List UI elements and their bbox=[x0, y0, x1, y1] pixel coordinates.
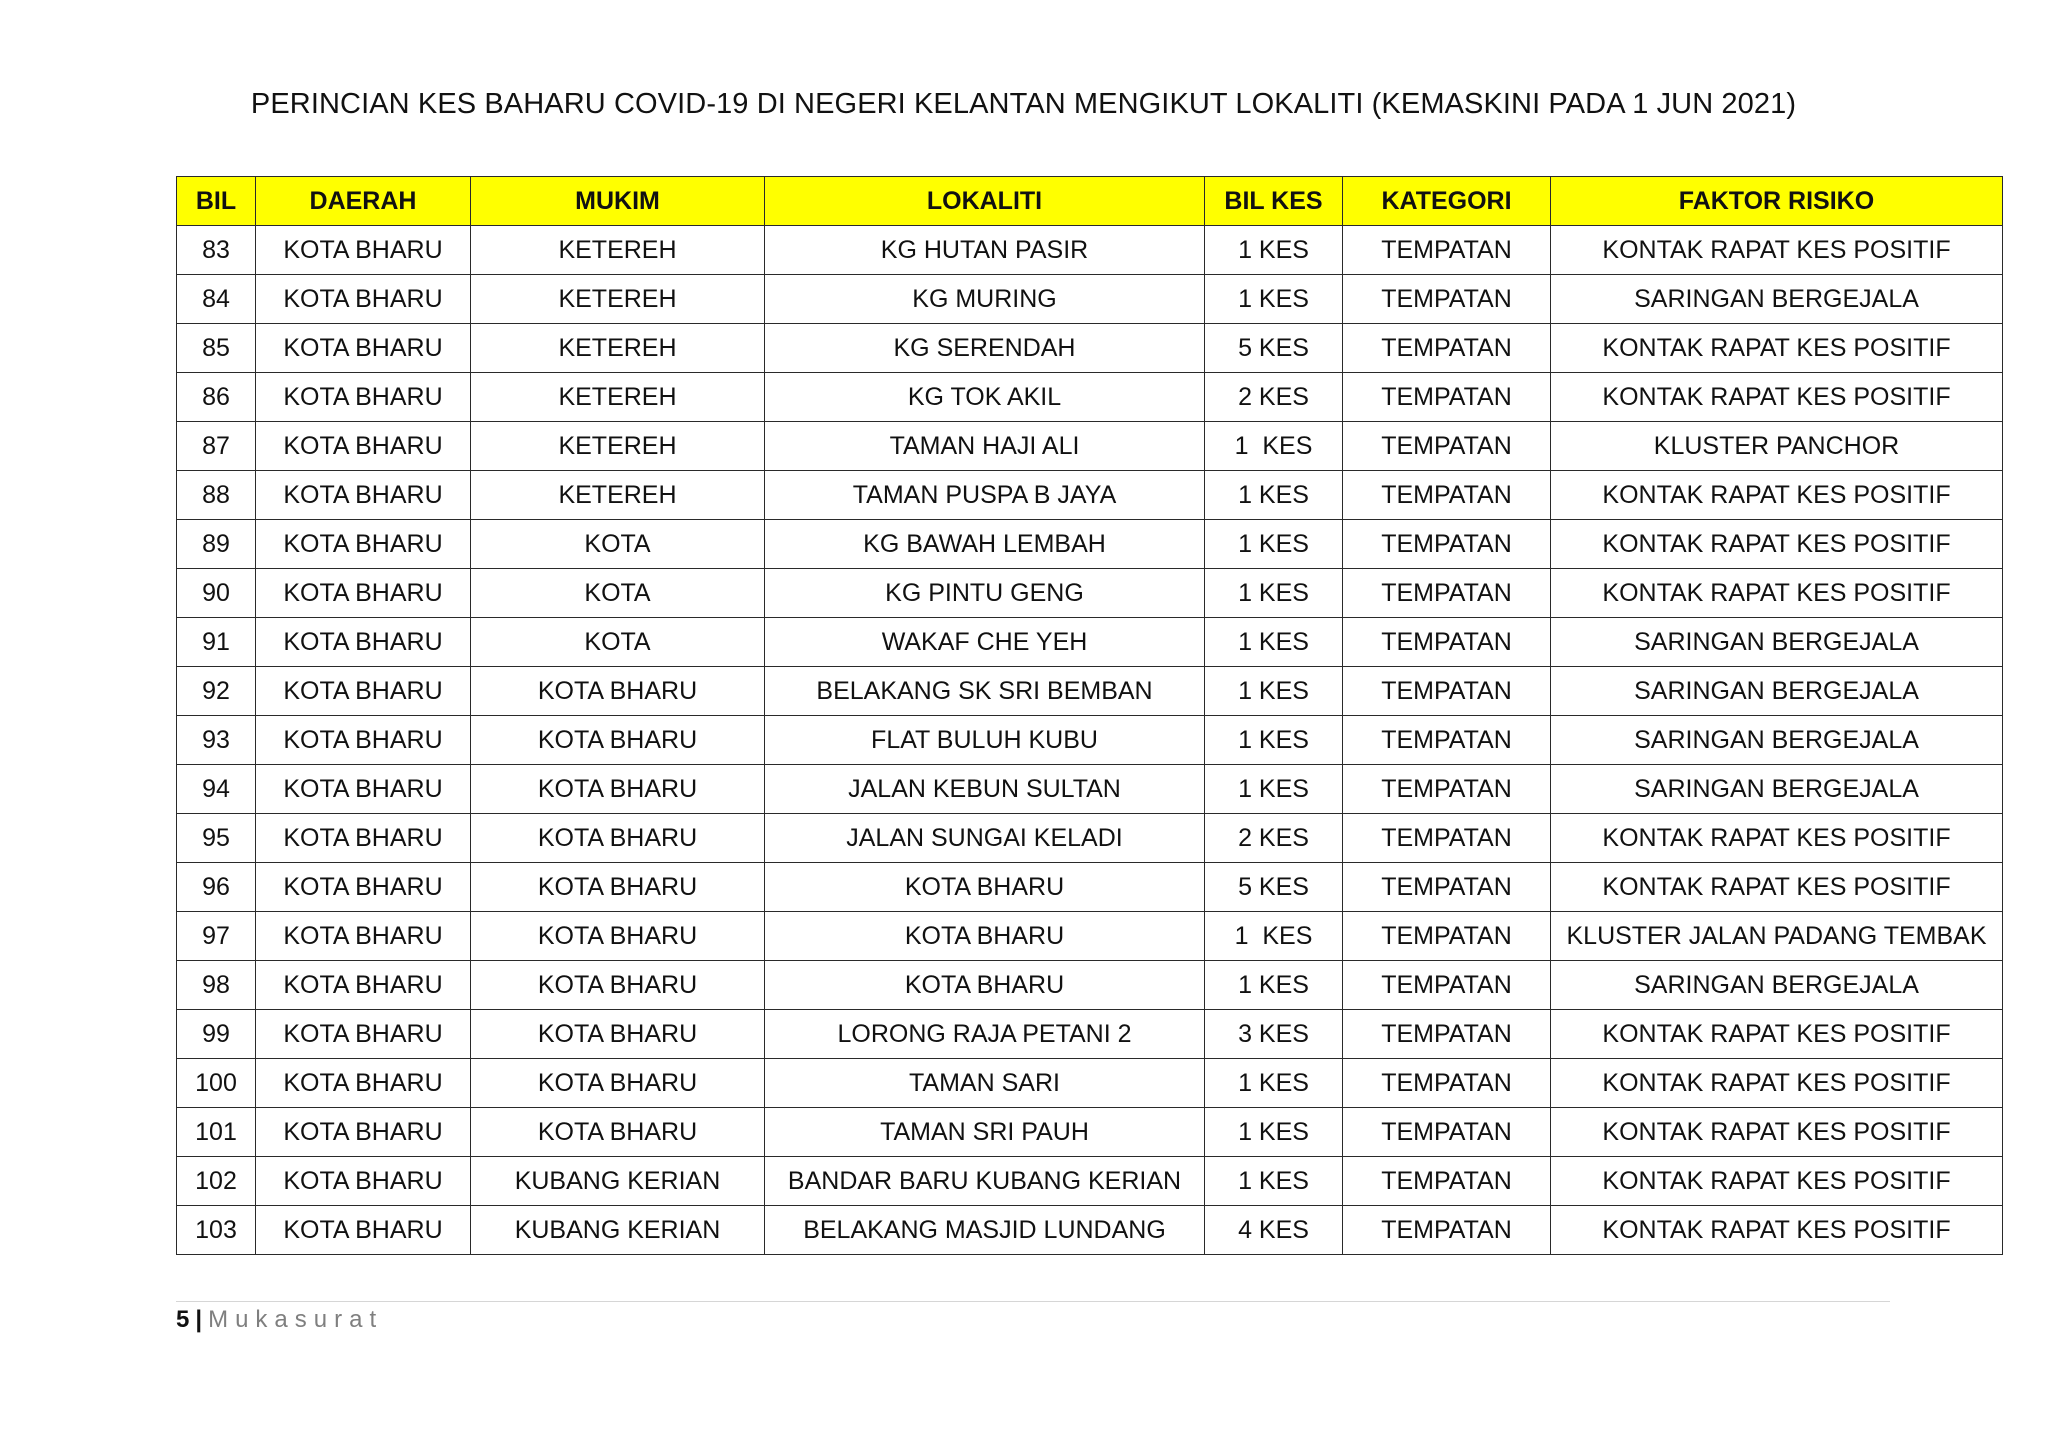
table-row bbox=[177, 961, 2003, 1010]
cell-kategori: TEMPATAN bbox=[1343, 520, 1551, 569]
cell-bil: 91 bbox=[177, 618, 256, 667]
header-bil-kes: BIL KES bbox=[1205, 177, 1343, 226]
cell-lokaliti: LORONG RAJA PETANI 2 bbox=[765, 1010, 1205, 1059]
cell-bil: 95 bbox=[177, 814, 256, 863]
cell-kategori: TEMPATAN bbox=[1343, 961, 1551, 1010]
cell-faktor-risiko: KONTAK RAPAT KES POSITIF bbox=[1551, 471, 2003, 520]
table-row bbox=[177, 863, 2003, 912]
table-row bbox=[177, 667, 2003, 716]
cell-faktor-risiko: SARINGAN BERGEJALA bbox=[1551, 618, 2003, 667]
cell-bil: 84 bbox=[177, 275, 256, 324]
cell-kategori: TEMPATAN bbox=[1343, 1108, 1551, 1157]
cell-bil-kes: 2 KES bbox=[1205, 814, 1343, 863]
header-daerah: DAERAH bbox=[256, 177, 471, 226]
cell-daerah: KOTA BHARU bbox=[256, 1108, 471, 1157]
cell-lokaliti: KG SERENDAH bbox=[765, 324, 1205, 373]
cell-daerah: KOTA BHARU bbox=[256, 961, 471, 1010]
table-row bbox=[177, 1059, 2003, 1108]
cell-bil-kes: 1 KES bbox=[1205, 667, 1343, 716]
cell-mukim: KOTA BHARU bbox=[471, 765, 765, 814]
cell-kategori: TEMPATAN bbox=[1343, 618, 1551, 667]
cell-daerah: KOTA BHARU bbox=[256, 1010, 471, 1059]
cell-bil: 92 bbox=[177, 667, 256, 716]
table-row bbox=[177, 1206, 2003, 1255]
table-row bbox=[177, 422, 2003, 471]
cell-kategori: TEMPATAN bbox=[1343, 1059, 1551, 1108]
cell-lokaliti: TAMAN SRI PAUH bbox=[765, 1108, 1205, 1157]
cell-faktor-risiko: KONTAK RAPAT KES POSITIF bbox=[1551, 1206, 2003, 1255]
cell-lokaliti: KG HUTAN PASIR bbox=[765, 226, 1205, 275]
cell-bil: 90 bbox=[177, 569, 256, 618]
cell-daerah: KOTA BHARU bbox=[256, 373, 471, 422]
cell-daerah: KOTA BHARU bbox=[256, 1206, 471, 1255]
table-row bbox=[177, 814, 2003, 863]
cell-faktor-risiko: KONTAK RAPAT KES POSITIF bbox=[1551, 520, 2003, 569]
cell-kategori: TEMPATAN bbox=[1343, 814, 1551, 863]
cell-faktor-risiko: KONTAK RAPAT KES POSITIF bbox=[1551, 1157, 2003, 1206]
page-title: PERINCIAN KES BAHARU COVID-19 DI NEGERI KELANTAN MENGIKUT LOKALITI (KEMASKINI PADA 1 JUN 2021) bbox=[250, 88, 1797, 120]
cell-daerah: KOTA BHARU bbox=[256, 1059, 471, 1108]
cell-daerah: KOTA BHARU bbox=[256, 520, 471, 569]
cell-faktor-risiko: SARINGAN BERGEJALA bbox=[1551, 765, 2003, 814]
cell-bil: 88 bbox=[177, 471, 256, 520]
header-lokaliti: LOKALITI bbox=[765, 177, 1205, 226]
cell-mukim: KOTA bbox=[471, 520, 765, 569]
cell-kategori: TEMPATAN bbox=[1343, 863, 1551, 912]
cell-kategori: TEMPATAN bbox=[1343, 1206, 1551, 1255]
cell-bil-kes: 5 KES bbox=[1205, 324, 1343, 373]
cell-mukim: KOTA BHARU bbox=[471, 716, 765, 765]
cell-bil-kes: 1 KES bbox=[1205, 912, 1343, 961]
cell-lokaliti: KOTA BHARU bbox=[765, 863, 1205, 912]
table-row bbox=[177, 716, 2003, 765]
cell-kategori: TEMPATAN bbox=[1343, 324, 1551, 373]
table-row bbox=[177, 765, 2003, 814]
cell-faktor-risiko: SARINGAN BERGEJALA bbox=[1551, 961, 2003, 1010]
cell-bil-kes: 1 KES bbox=[1205, 1157, 1343, 1206]
cell-bil-kes: 1 KES bbox=[1205, 275, 1343, 324]
cell-kategori: TEMPATAN bbox=[1343, 1010, 1551, 1059]
header-faktor-risiko: FAKTOR RISIKO bbox=[1551, 177, 2003, 226]
cell-lokaliti: BELAKANG SK SRI BEMBAN bbox=[765, 667, 1205, 716]
cell-bil-kes: 2 KES bbox=[1205, 373, 1343, 422]
cell-bil: 98 bbox=[177, 961, 256, 1010]
cell-bil-kes: 3 KES bbox=[1205, 1010, 1343, 1059]
cell-faktor-risiko: SARINGAN BERGEJALA bbox=[1551, 716, 2003, 765]
cell-lokaliti: KG TOK AKIL bbox=[765, 373, 1205, 422]
cell-daerah: KOTA BHARU bbox=[256, 618, 471, 667]
table-row bbox=[177, 1157, 2003, 1206]
cell-daerah: KOTA BHARU bbox=[256, 863, 471, 912]
cell-bil-kes: 1 KES bbox=[1205, 1059, 1343, 1108]
cell-mukim: KETEREH bbox=[471, 226, 765, 275]
cell-lokaliti: KG MURING bbox=[765, 275, 1205, 324]
cell-bil: 87 bbox=[177, 422, 256, 471]
table-row bbox=[177, 618, 2003, 667]
table-row bbox=[177, 373, 2003, 422]
cell-daerah: KOTA BHARU bbox=[256, 912, 471, 961]
cell-daerah: KOTA BHARU bbox=[256, 324, 471, 373]
cell-bil: 86 bbox=[177, 373, 256, 422]
cell-bil: 93 bbox=[177, 716, 256, 765]
cell-faktor-risiko: KONTAK RAPAT KES POSITIF bbox=[1551, 1059, 2003, 1108]
cell-kategori: TEMPATAN bbox=[1343, 275, 1551, 324]
cell-mukim: KOTA BHARU bbox=[471, 1010, 765, 1059]
cell-bil: 97 bbox=[177, 912, 256, 961]
cell-faktor-risiko: KONTAK RAPAT KES POSITIF bbox=[1551, 373, 2003, 422]
cell-lokaliti: TAMAN SARI bbox=[765, 1059, 1205, 1108]
cell-daerah: KOTA BHARU bbox=[256, 716, 471, 765]
cell-kategori: TEMPATAN bbox=[1343, 569, 1551, 618]
cell-lokaliti: JALAN SUNGAI KELADI bbox=[765, 814, 1205, 863]
cell-mukim: KETEREH bbox=[471, 324, 765, 373]
cell-bil: 101 bbox=[177, 1108, 256, 1157]
table-row bbox=[177, 1010, 2003, 1059]
footer-separator: | bbox=[195, 1306, 203, 1333]
cell-daerah: KOTA BHARU bbox=[256, 471, 471, 520]
cell-mukim: KOTA bbox=[471, 569, 765, 618]
cell-bil-kes: 5 KES bbox=[1205, 863, 1343, 912]
cell-mukim: KOTA bbox=[471, 618, 765, 667]
cell-bil: 103 bbox=[177, 1206, 256, 1255]
table-row bbox=[177, 471, 2003, 520]
table-header-row bbox=[177, 177, 2003, 226]
page-number: 5 bbox=[176, 1306, 190, 1333]
cell-faktor-risiko: KLUSTER PANCHOR bbox=[1551, 422, 2003, 471]
cell-mukim: KETEREH bbox=[471, 373, 765, 422]
cell-mukim: KOTA BHARU bbox=[471, 912, 765, 961]
cell-mukim: KETEREH bbox=[471, 422, 765, 471]
cell-lokaliti: KOTA BHARU bbox=[765, 961, 1205, 1010]
cell-faktor-risiko: KONTAK RAPAT KES POSITIF bbox=[1551, 569, 2003, 618]
table-row bbox=[177, 324, 2003, 373]
table-row bbox=[177, 912, 2003, 961]
table-row bbox=[177, 226, 2003, 275]
cell-bil: 96 bbox=[177, 863, 256, 912]
cell-lokaliti: FLAT BULUH KUBU bbox=[765, 716, 1205, 765]
cell-daerah: KOTA BHARU bbox=[256, 569, 471, 618]
table-row bbox=[177, 1108, 2003, 1157]
cell-bil-kes: 1 KES bbox=[1205, 961, 1343, 1010]
cell-bil: 99 bbox=[177, 1010, 256, 1059]
cell-mukim: KETEREH bbox=[471, 275, 765, 324]
cell-bil-kes: 1 KES bbox=[1205, 226, 1343, 275]
cell-daerah: KOTA BHARU bbox=[256, 1157, 471, 1206]
cell-lokaliti: KOTA BHARU bbox=[765, 912, 1205, 961]
cell-daerah: KOTA BHARU bbox=[256, 275, 471, 324]
cell-bil-kes: 1 KES bbox=[1205, 618, 1343, 667]
cell-faktor-risiko: KONTAK RAPAT KES POSITIF bbox=[1551, 1108, 2003, 1157]
cell-faktor-risiko: KONTAK RAPAT KES POSITIF bbox=[1551, 814, 2003, 863]
cell-bil: 85 bbox=[177, 324, 256, 373]
cell-kategori: TEMPATAN bbox=[1343, 471, 1551, 520]
cell-kategori: TEMPATAN bbox=[1343, 373, 1551, 422]
cell-kategori: TEMPATAN bbox=[1343, 912, 1551, 961]
cell-kategori: TEMPATAN bbox=[1343, 422, 1551, 471]
cell-kategori: TEMPATAN bbox=[1343, 226, 1551, 275]
cell-faktor-risiko: KONTAK RAPAT KES POSITIF bbox=[1551, 324, 2003, 373]
cell-bil-kes: 1 KES bbox=[1205, 716, 1343, 765]
cell-daerah: KOTA BHARU bbox=[256, 226, 471, 275]
cell-lokaliti: TAMAN HAJI ALI bbox=[765, 422, 1205, 471]
cell-lokaliti: KG BAWAH LEMBAH bbox=[765, 520, 1205, 569]
cell-faktor-risiko: KONTAK RAPAT KES POSITIF bbox=[1551, 1010, 2003, 1059]
cell-mukim: KOTA BHARU bbox=[471, 667, 765, 716]
page-footer bbox=[176, 1306, 383, 1334]
cell-lokaliti: BANDAR BARU KUBANG KERIAN bbox=[765, 1157, 1205, 1206]
cell-mukim: KUBANG KERIAN bbox=[471, 1206, 765, 1255]
cell-mukim: KOTA BHARU bbox=[471, 961, 765, 1010]
cell-mukim: KUBANG KERIAN bbox=[471, 1157, 765, 1206]
cell-bil-kes: 1 KES bbox=[1205, 520, 1343, 569]
table-row bbox=[177, 275, 2003, 324]
cell-bil-kes: 1 KES bbox=[1205, 569, 1343, 618]
cell-daerah: KOTA BHARU bbox=[256, 667, 471, 716]
cell-mukim: KETEREH bbox=[471, 471, 765, 520]
cell-bil-kes: 4 KES bbox=[1205, 1206, 1343, 1255]
cell-faktor-risiko: KLUSTER JALAN PADANG TEMBAK bbox=[1551, 912, 2003, 961]
cell-lokaliti: KG PINTU GENG bbox=[765, 569, 1205, 618]
cell-bil-kes: 1 KES bbox=[1205, 1108, 1343, 1157]
cell-faktor-risiko: SARINGAN BERGEJALA bbox=[1551, 275, 2003, 324]
cell-lokaliti: WAKAF CHE YEH bbox=[765, 618, 1205, 667]
header-mukim: MUKIM bbox=[471, 177, 765, 226]
cell-bil: 89 bbox=[177, 520, 256, 569]
cell-mukim: KOTA BHARU bbox=[471, 1108, 765, 1157]
cases-table bbox=[176, 176, 2003, 1255]
cell-faktor-risiko: KONTAK RAPAT KES POSITIF bbox=[1551, 226, 2003, 275]
header-kategori: KATEGORI bbox=[1343, 177, 1551, 226]
cell-mukim: KOTA BHARU bbox=[471, 1059, 765, 1108]
cell-kategori: TEMPATAN bbox=[1343, 667, 1551, 716]
cell-bil: 102 bbox=[177, 1157, 256, 1206]
cell-lokaliti: TAMAN PUSPA B JAYA bbox=[765, 471, 1205, 520]
cell-lokaliti: BELAKANG MASJID LUNDANG bbox=[765, 1206, 1205, 1255]
header-bil: BIL bbox=[177, 177, 256, 226]
cell-lokaliti: JALAN KEBUN SULTAN bbox=[765, 765, 1205, 814]
cell-daerah: KOTA BHARU bbox=[256, 814, 471, 863]
footer-divider bbox=[176, 1301, 1890, 1302]
cell-bil-kes: 1 KES bbox=[1205, 471, 1343, 520]
cell-bil: 100 bbox=[177, 1059, 256, 1108]
cell-mukim: KOTA BHARU bbox=[471, 814, 765, 863]
cell-kategori: TEMPATAN bbox=[1343, 1157, 1551, 1206]
cell-faktor-risiko: SARINGAN BERGEJALA bbox=[1551, 667, 2003, 716]
cell-daerah: KOTA BHARU bbox=[256, 422, 471, 471]
cell-bil-kes: 1 KES bbox=[1205, 422, 1343, 471]
cell-kategori: TEMPATAN bbox=[1343, 716, 1551, 765]
cell-kategori: TEMPATAN bbox=[1343, 765, 1551, 814]
cell-daerah: KOTA BHARU bbox=[256, 765, 471, 814]
cell-mukim: KOTA BHARU bbox=[471, 863, 765, 912]
table-row bbox=[177, 569, 2003, 618]
footer-label: Mukasurat bbox=[208, 1306, 384, 1333]
cell-bil: 94 bbox=[177, 765, 256, 814]
table-row bbox=[177, 520, 2003, 569]
cell-faktor-risiko: KONTAK RAPAT KES POSITIF bbox=[1551, 863, 2003, 912]
cell-bil-kes: 1 KES bbox=[1205, 765, 1343, 814]
cell-bil: 83 bbox=[177, 226, 256, 275]
